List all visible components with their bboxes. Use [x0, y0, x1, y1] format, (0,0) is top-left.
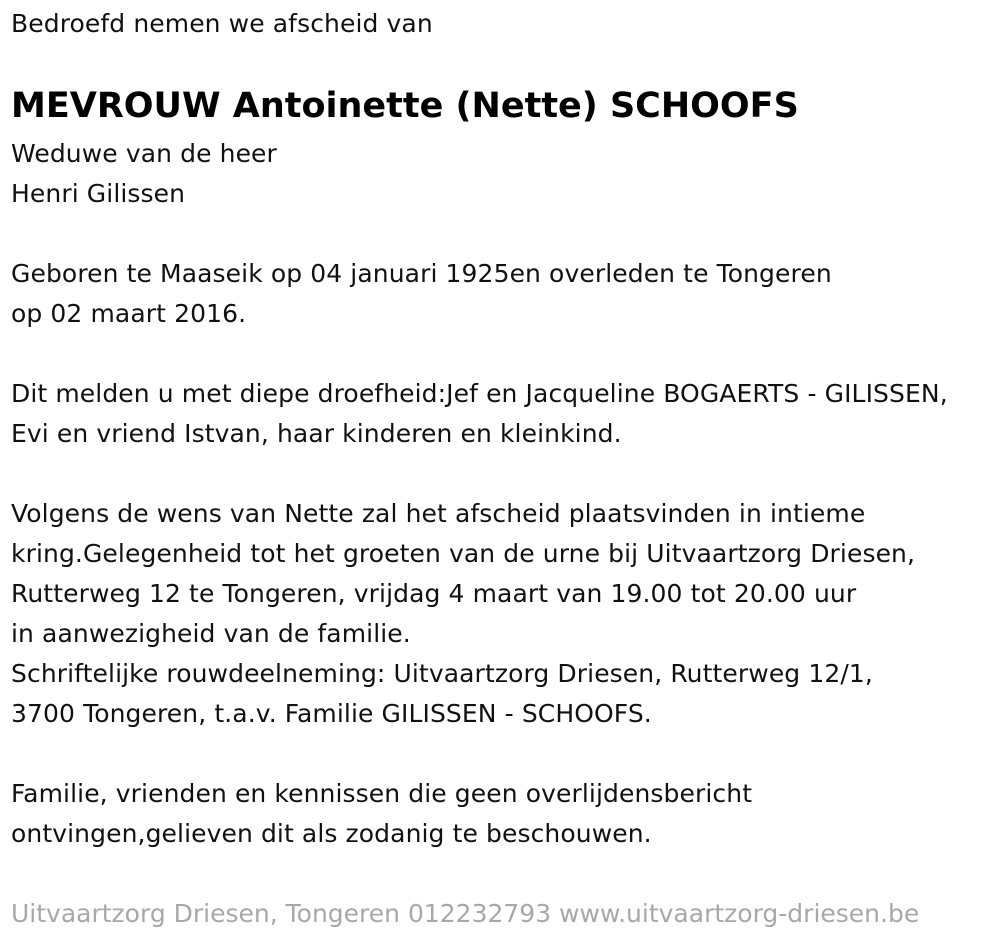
- notice-line-1: Familie, vrienden en kennissen die geen overlijdensbericht: [11, 779, 753, 808]
- family-line-1: Dit melden u met diepe droefheid:Jef en Jacqueline BOGAERTS - GILISSEN,: [11, 379, 948, 408]
- deceased-name: MEVROUW Antoinette (Nette) SCHOOFS: [11, 86, 799, 126]
- farewell-line-2: kring.Gelegenheid tot het groeten van de urne bij Uitvaartzorg Driesen,: [11, 539, 916, 568]
- farewell-line-5: Schriftelijke rouwdeelneming: Uitvaartzorg Driesen, Rutterweg 12/1,: [11, 659, 873, 688]
- birth-death-line-2: op 02 maart 2016.: [11, 299, 247, 328]
- spouse-line-1: Weduwe van de heer: [11, 139, 277, 168]
- spouse-line-2: Henri Gilissen: [11, 179, 186, 208]
- family-line-2: Evi en vriend Istvan, haar kinderen en kleinkind.: [11, 419, 622, 448]
- farewell-line-1: Volgens de wens van Nette zal het afscheid plaatsvinden in intieme: [11, 499, 866, 528]
- farewell-line-4: in aanwezigheid van de familie.: [11, 619, 411, 648]
- farewell-line-6: 3700 Tongeren, t.a.v. Familie GILISSEN - SCHOOFS.: [11, 699, 652, 728]
- intro-text: Bedroefd nemen we afscheid van: [11, 9, 433, 38]
- birth-death-line-1: Geboren te Maaseik op 04 januari 1925en overleden te Tongeren: [11, 259, 832, 288]
- notice-line-2: ontvingen,gelieven dit als zodanig te beschouwen.: [11, 819, 652, 848]
- farewell-line-3: Rutterweg 12 te Tongeren, vrijdag 4 maart van 19.00 tot 20.00 uur: [11, 579, 857, 608]
- funeral-home-footer: Uitvaartzorg Driesen, Tongeren 012232793 www.uitvaartzorg-driesen.be: [11, 899, 920, 928]
